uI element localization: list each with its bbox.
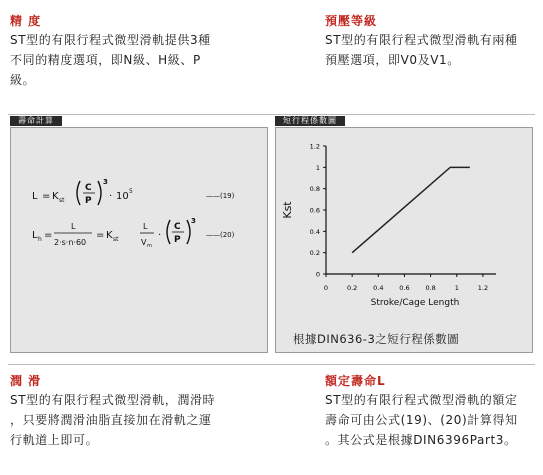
f20-f3-den: P (174, 235, 181, 245)
life-formulas (10, 127, 268, 353)
f19-frac-num: C (85, 183, 92, 193)
f19-mult: 10 (116, 191, 129, 202)
f20-lhs: L (32, 230, 38, 241)
precision-text (10, 30, 211, 90)
f20-f1-num: L (71, 222, 76, 231)
f20-f2-num: L (143, 222, 148, 231)
lubrication-heading: 潤 滑 (10, 374, 42, 388)
x-tick-label: 0.4 (373, 284, 384, 292)
f19-frac-den: P (85, 196, 92, 206)
bottom-divider (8, 364, 535, 365)
f19-dot: · (109, 191, 113, 202)
x-tick-label: 0.8 (425, 284, 436, 292)
f19-paren-left (77, 181, 80, 205)
f20-eq2: = (96, 230, 105, 241)
f20-ref: ——(20) (206, 231, 235, 239)
precision-heading: 精 度 (10, 14, 42, 28)
x-tick-label: 1.2 (477, 284, 489, 292)
kst-line (352, 167, 470, 252)
precision-line-3: 級。 (10, 73, 36, 87)
precision-line-1: ST型的有限行程式微型滑軌提供3種 (10, 33, 211, 47)
lubrication-line-1: ST型的有限行程式微型滑軌，潤滑時 (10, 393, 216, 407)
f20-paren-left (167, 220, 170, 244)
f20-lhs-sub: h (38, 236, 42, 243)
preload-line-1: ST型的有限行程式微型滑軌有兩種 (325, 33, 518, 47)
f19-kst-sub: st (59, 197, 65, 204)
f19-eq: = (42, 191, 51, 202)
f20-f1-den: 2·s·n·60 (54, 238, 87, 247)
f20-f2-den: V (141, 238, 147, 247)
y-tick-label: 0 (315, 270, 320, 279)
chart-tab: 短行程係數圖 (275, 116, 345, 126)
lubrication-line-3: 行軌道上即可。 (10, 433, 99, 447)
y-ticks (310, 143, 326, 279)
x-tick-label: 1 (454, 284, 459, 292)
f20-exp: 3 (191, 217, 196, 225)
f19-ref: ——(19) (206, 192, 235, 200)
x-tick-label: 0.6 (399, 284, 410, 292)
rated-life-text (325, 390, 518, 450)
f19-mult-exp: 5 (129, 188, 133, 195)
rated-life-line-3: 。其公式是根據DIN6396Part3。 (325, 433, 517, 447)
preload-line-2: 預壓選項，即V0及V1。 (325, 53, 460, 67)
y-tick-label: 1.2 (309, 142, 320, 151)
f19-exp: 3 (103, 178, 108, 186)
chart-caption: 根據DIN636-3之短行程係數圖 (293, 332, 460, 346)
preload-text (325, 30, 518, 70)
top-divider (8, 114, 535, 115)
y-tick-label: 0.4 (309, 227, 320, 236)
lubrication-line-2: ，只要將潤滑油脂直接加在滑軌之運 (10, 413, 212, 427)
y-tick-label: 0.8 (309, 185, 320, 194)
kst-chart (275, 127, 533, 353)
rated-life-line-1: ST型的有限行程式微型滑軌的額定 (325, 393, 518, 407)
f20-eq: = (44, 230, 53, 241)
y-tick-label: 1 (315, 163, 320, 172)
life-calc-tab: 壽命計算 (10, 116, 62, 126)
x-tick-label: 0.2 (346, 284, 358, 292)
f20-f2-den-sub: m (147, 243, 152, 249)
y-tick-label: 0.6 (309, 206, 320, 215)
f20-paren-right (187, 220, 190, 244)
x-axis-label: Stroke/Cage Length (370, 298, 460, 308)
y-tick-label: 0.2 (309, 249, 320, 258)
x-ticks (324, 274, 488, 292)
f20-dot: · (158, 230, 162, 241)
rated-life-heading: 額定壽命L (325, 374, 386, 388)
lubrication-text (10, 390, 215, 450)
x-tick-label: 0 (323, 284, 329, 292)
y-axis-label: Kst (281, 201, 294, 219)
f19-paren-right (98, 181, 101, 205)
f19-kst: K (52, 191, 59, 202)
f20-kst: K (106, 230, 113, 241)
f20-f3-num: C (174, 222, 181, 232)
rated-life-line-2: 壽命可由公式(19)、(20)計算得知 (325, 413, 518, 427)
f20-kst-sub: st (113, 236, 119, 243)
preload-heading: 預壓等級 (325, 14, 378, 28)
f19-lhs: L (32, 191, 38, 202)
precision-line-2: 不同的精度選項，即N級、H級、P (10, 53, 201, 67)
